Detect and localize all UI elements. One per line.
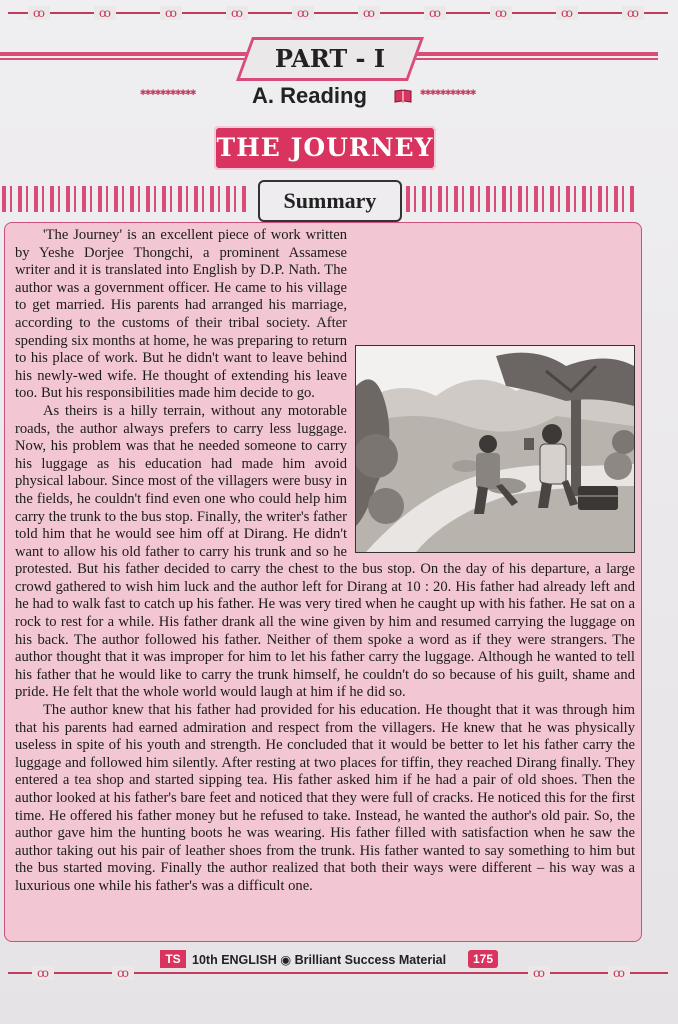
board-badge: TS (160, 950, 186, 968)
page-footer (0, 948, 678, 972)
footer-subject: ENGLISH (221, 953, 277, 967)
footer-title (192, 950, 472, 970)
stripe-ornament-left (2, 186, 250, 212)
bottom-ornament: ꝏ ꝏ ꝏ ꝏ (8, 966, 668, 980)
footer-grade: 10th (192, 953, 218, 967)
top-ornament: ꝏ ꝏ ꝏ ꝏ ꝏ ꝏ ꝏ ꝏ ꝏ ꝏ (8, 6, 668, 20)
section-heading: A. Reading (252, 83, 367, 108)
star-ornament-left: ✱✱✱✱✱✱✱✱✱✱✱ (140, 87, 196, 98)
circle-bullet-icon: ◉ (280, 953, 292, 967)
book-icon (394, 88, 412, 104)
stripe-ornament-right (406, 186, 638, 212)
summary-paragraph-1: 'The Journey' is an excellent piece of work written by Yeshe Dorjee Thongchi, a prominent Assamese writer and it is translated into English by D.P. Nath. The author was a government officer. He came to his village to get married. His parents had arranged his marriage, according to the customs of their tribal society. After spending six months at home, he was preparing to return to his place of work. But he didn't want to leave behind his newly-wed wife. He thought of extending his leave too. But his responsibilities made him decide to go. (15, 227, 347, 402)
summary-paragraph-3: The author knew that his father had provided for his education. He thought that it was through him that his parents had earned admiration and respect from the villagers. He knew that he was physically useless in spite of his youth and strength. He concluded that it would be better to let his father carry the luggage and followed him silently. After resting at two places for tiffin, they reached Dirang finally. They entered a tea shop and started sipping tea. His father asked him if he had a pair of old shoes. Then the author looked at his father's bare feet and noticed that they were full of cracks. He noticed this for the first time. He offered his father money but he refused to take. Instead, he wanted the author's old pair. So, the author gave him the hunting boots he was wearing. His father filled with satisfaction when he saw the author taking out his pair of leather shoes from the trunk. His father wanted to say something to him but the bus started moving. Finally the author realized that both their ways were different – his way was a luxurious one while his father's was a difficult one. (15, 702, 635, 894)
star-ornament-right: ✱✱✱✱✱✱✱✱✱✱✱ (420, 87, 476, 98)
summary-heading: Summary (283, 188, 377, 213)
page-number: 175 (468, 950, 498, 968)
summary-text (15, 227, 635, 896)
part-heading: PART - I (274, 44, 386, 73)
chapter-title: THE JOURNEY (216, 133, 434, 162)
summary-paragraph-2: As theirs is a hilly terrain, without any motorable roads, the author always prefers to carry less luggage. Now, his problem was that he needed someone to carry his luggage as his education had made him avoid physical labour. Since most of the villagers were busy in the fields, he couldn't find even one who could help him carry the trunk to the bus stop. Finally, the writer's father told him that he would see him off at Dirang. He didn't want to allow his old father to carry his trunk and so he protested. But his father decided to carry the chest to the bus stop. On the day of his departure, a large crowd gathered to wish him luck and the author left for Dirang at 10 : 20. His father had already left and he had to walk fast to catch up his father. He was very tired when he caught up with his father. He sat on a rock to rest for a while. His father drank all the wine given by him and resumed carrying the luggage on his back. The author followed his father. Neither of them spoke a word as if they were strangers. The author thought that it was improper for him to let his father carry the luggage. Although he wanted to tell his father that he would like to carry the trunk himself, he couldn't do so because of his guilt, shame and pride. He felt that the whole world would laugh at him if he did so. (15, 402, 635, 701)
footer-publisher: Brilliant Success Material (294, 953, 447, 967)
story-illustration (355, 345, 635, 553)
section-heading-row (140, 83, 540, 113)
summary-box (4, 222, 642, 942)
illustration-image (356, 346, 634, 552)
